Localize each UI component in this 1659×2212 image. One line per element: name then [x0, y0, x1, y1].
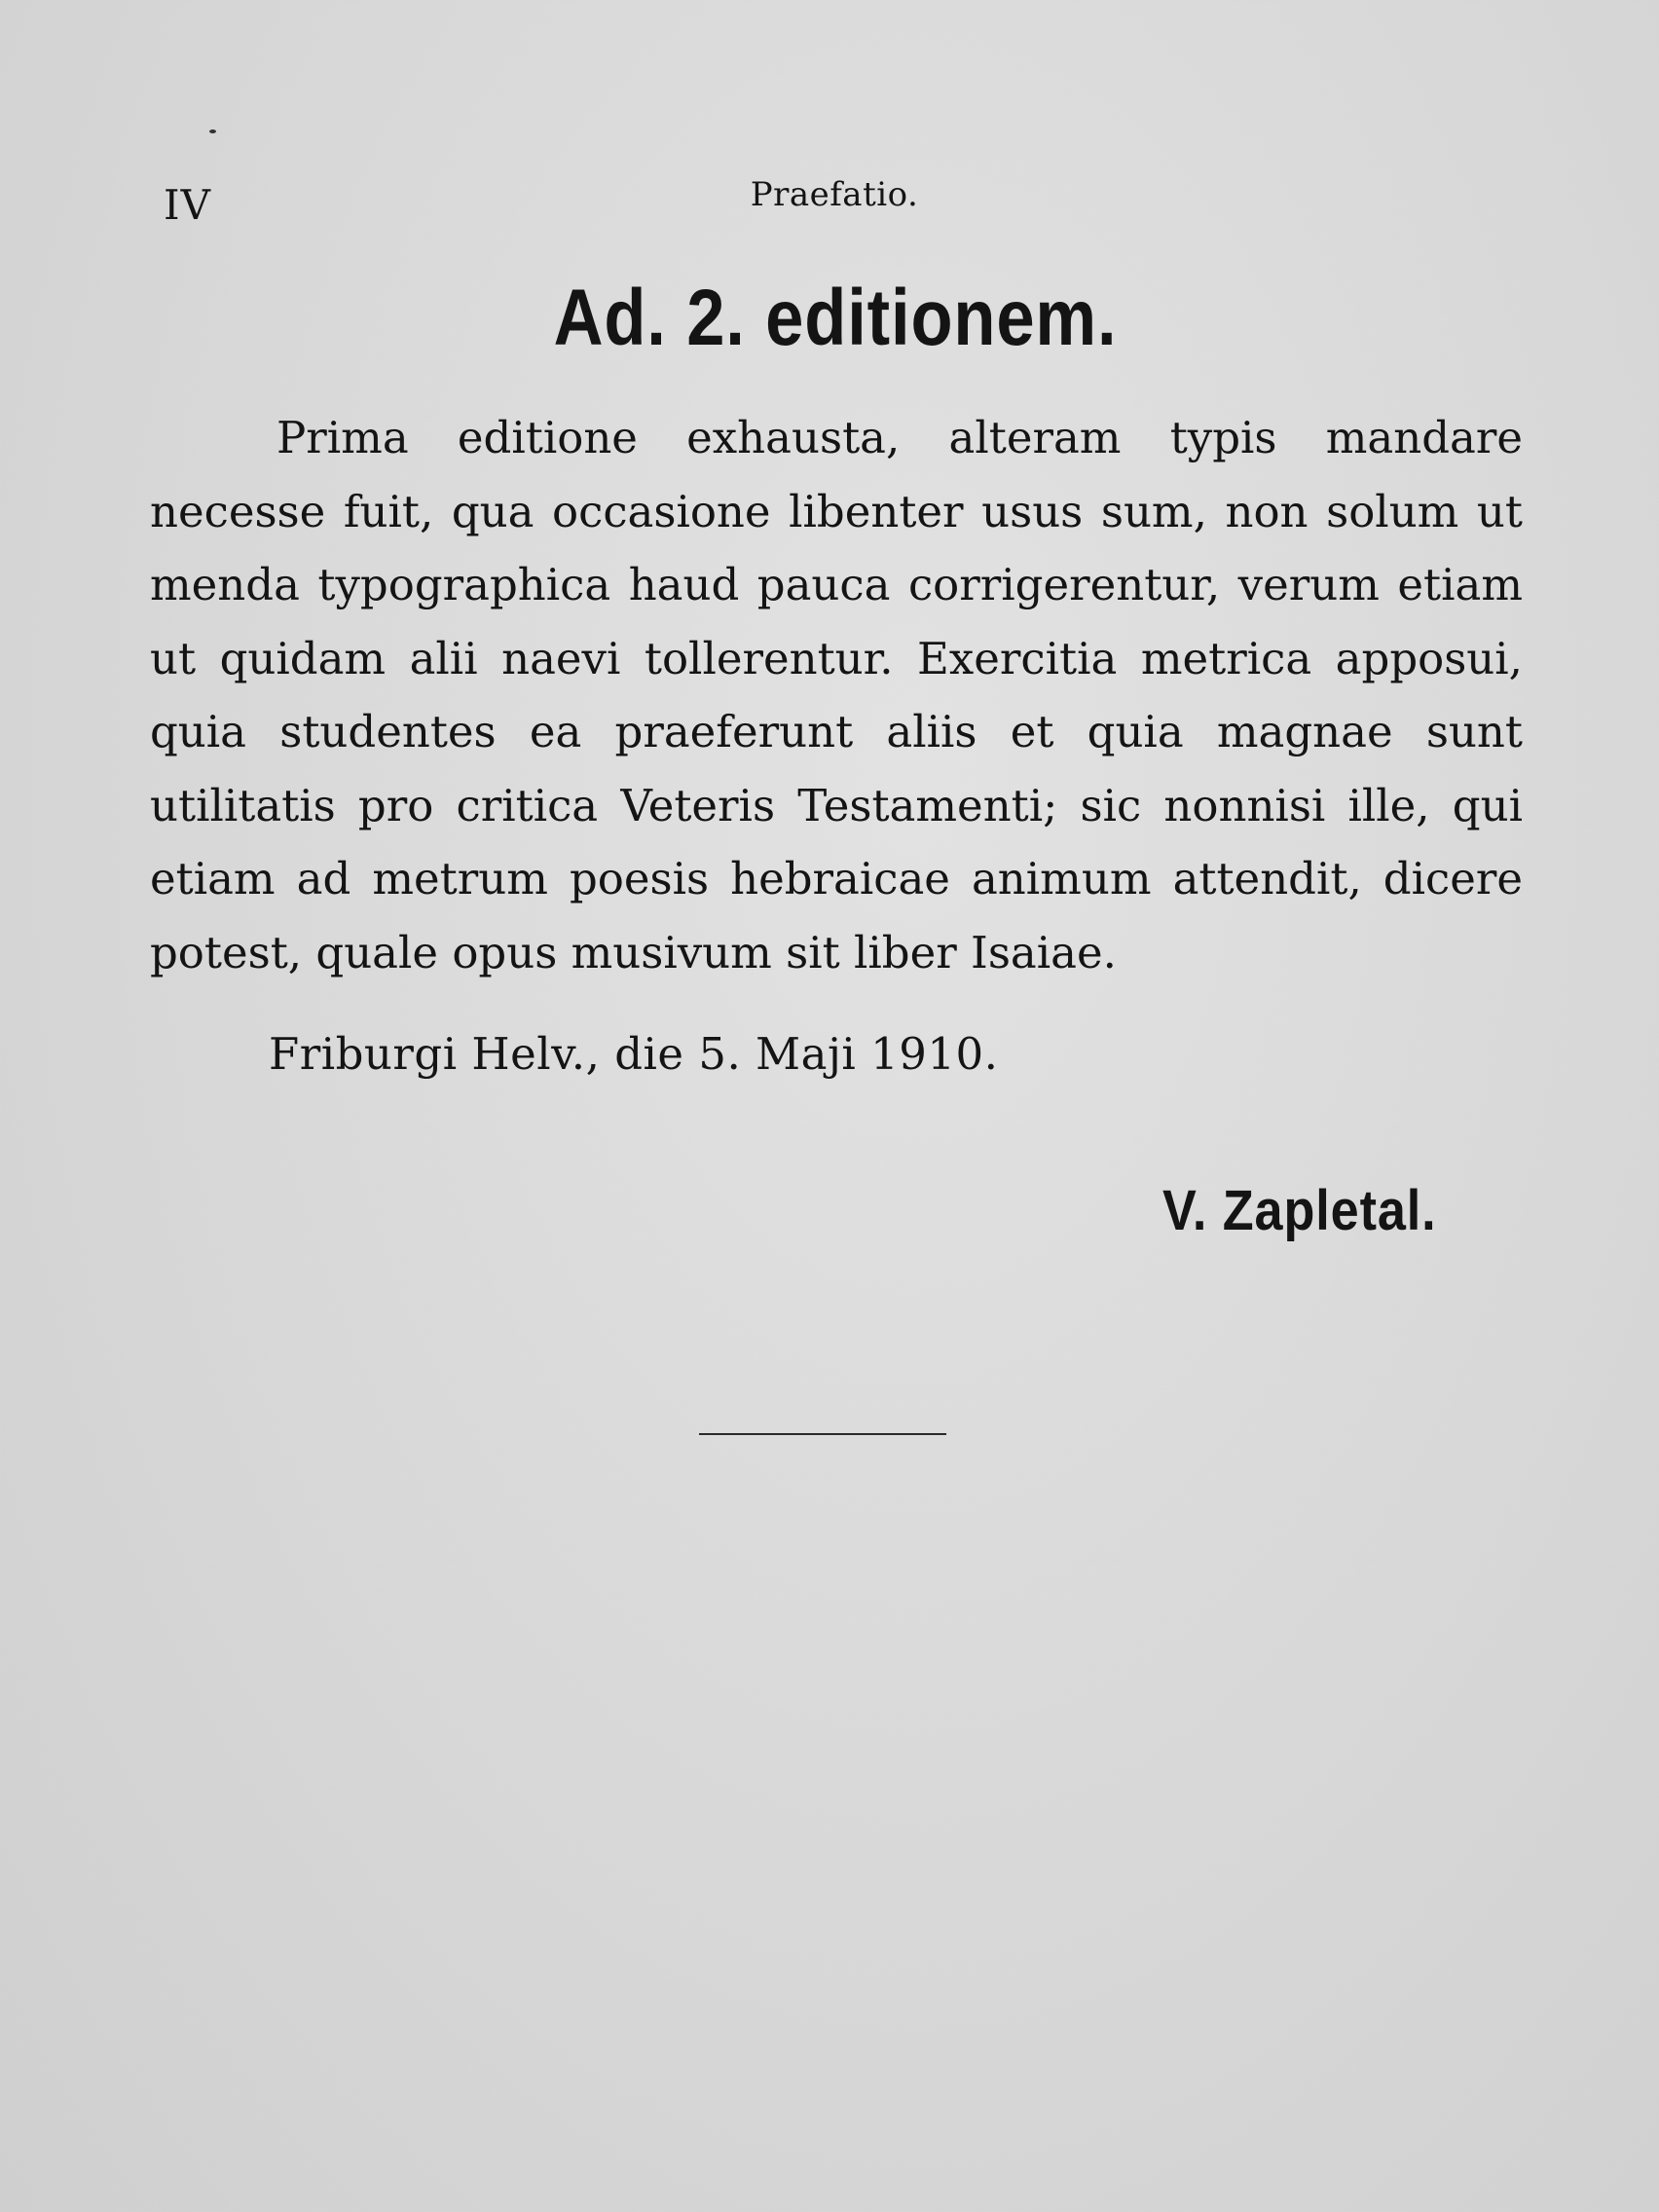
author-signature: V. Zapletal.	[1162, 1179, 1437, 1242]
preface-paragraph: Prima editione exhausta, alteram typis mandare necesse fuit, qua occasione libenter usus sum, non solum ut menda typographica haud pauca corrigerentur, verum etiam ut quidam alii naevi tollerentur. Exercitia metrica apposui, quia studentes ea praeferunt aliis et quia magnae sunt utilitatis pro critica Veteris Testamenti; sic nonnisi ille, qui etiam ad metrum poesis hebraicae animum attendit, dicere potest, quale opus musivum sit liber Isaiae.	[150, 412, 1523, 978]
place-and-date: Friburgi Helv., die 5. Maji 1910.	[269, 1028, 999, 1080]
ink-speck	[209, 129, 216, 133]
section-title: Ad. 2. editionem.	[553, 274, 1118, 362]
running-head: Praefatio.	[750, 175, 919, 214]
closing-rule	[699, 1433, 946, 1435]
page-number: IV	[164, 181, 211, 229]
